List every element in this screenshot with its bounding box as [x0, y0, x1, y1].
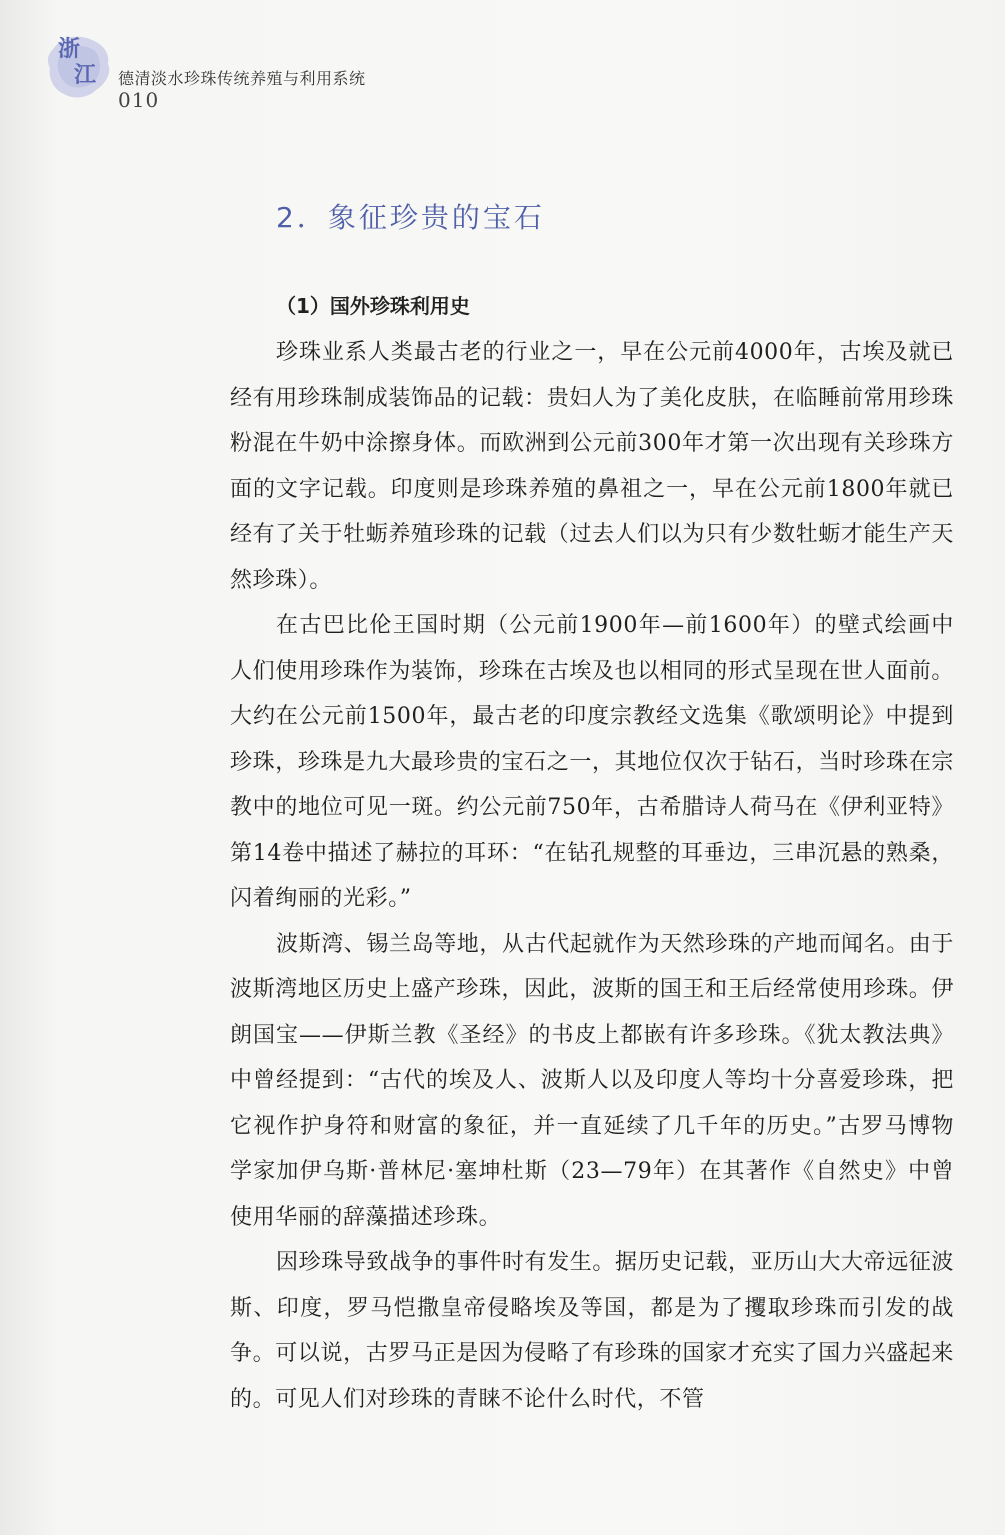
- series-title: 德清淡水珍珠传统养殖与利用系统: [118, 69, 366, 88]
- page-number: 010: [118, 88, 160, 112]
- subsection-title: （1）国外珍珠利用史: [276, 294, 470, 318]
- logo-text: [58, 36, 118, 88]
- paragraph: 因珍珠导致战争的事件时有发生。据历史记载，亚历山大大帝远征波斯、印度，罗马恺撒皇帝侵略埃及等国，都是为了攫取珍珠而引发的战争。可以说，古罗马正是因为侵略了有珍珠的国家才充实了国力兴盛起来的。可见人们对珍珠的青睐不论什么时代，不管: [230, 1250, 955, 1412]
- paragraph: 珍珠业系人类最古老的行业之一，早在公元前4000年，古埃及就已经有用珍珠制成装饰品的记载：贵妇人为了美化皮肤，在临睡前常用珍珠粉混在牛奶中涂擦身体。而欧洲到公元前300年才第一次出现有关珍珠方面的文字记载。印度则是珍珠养殖的鼻祖之一，早在公元前1800年就已经有了关于牡蛎养殖珍珠的记载（过去人们以为只有少数牡蛎才能生产天然珍珠）。: [230, 340, 954, 593]
- section-title: 2．象征珍贵的宝石: [276, 201, 545, 234]
- body-text: [230, 330, 954, 1422]
- paragraph: 波斯湾、锡兰岛等地，从古代起就作为天然珍珠的产地而闻名。由于波斯湾地区历史上盛产珍珠，因此，波斯的国王和王后经常使用珍珠。伊朗国宝——伊斯兰教《圣经》的书皮上都嵌有许多珍珠。《犹太教法典》中曾经提到：“古代的埃及人、波斯人以及印度人等均十分喜爱珍珠，把它视作护身符和财富的象征，并一直延续了几千年的历史。”古罗马博物学家加伊乌斯·普林尼·塞坤杜斯（23—79年）在其著作《自然史》中曾使用华丽的辞藻描述珍珠。: [230, 931, 955, 1230]
- logo-char-1: 浙: [58, 36, 83, 62]
- paragraph: 在古巴比伦王国时期（公元前1900年—前1600年）的壁式绘画中人们使用珍珠作为装饰，珍珠在古埃及也以相同的形式呈现在世人面前。大约在公元前1500年，最古老的印度宗教经文选集《歌颂明论》中提到珍珠，珍珠是九大最珍贵的宝石之一，其地位仅次于钻石，当时珍珠在宗教中的地位可见一斑。约公元前750年，古希腊诗人荷马在《伊利亚特》第14卷中描述了赫拉的耳环：“在钻孔规整的耳垂边，三串沉悬的熟桑，闪着绚丽的光彩。”: [230, 613, 954, 911]
- logo-char-2: 江: [74, 62, 99, 88]
